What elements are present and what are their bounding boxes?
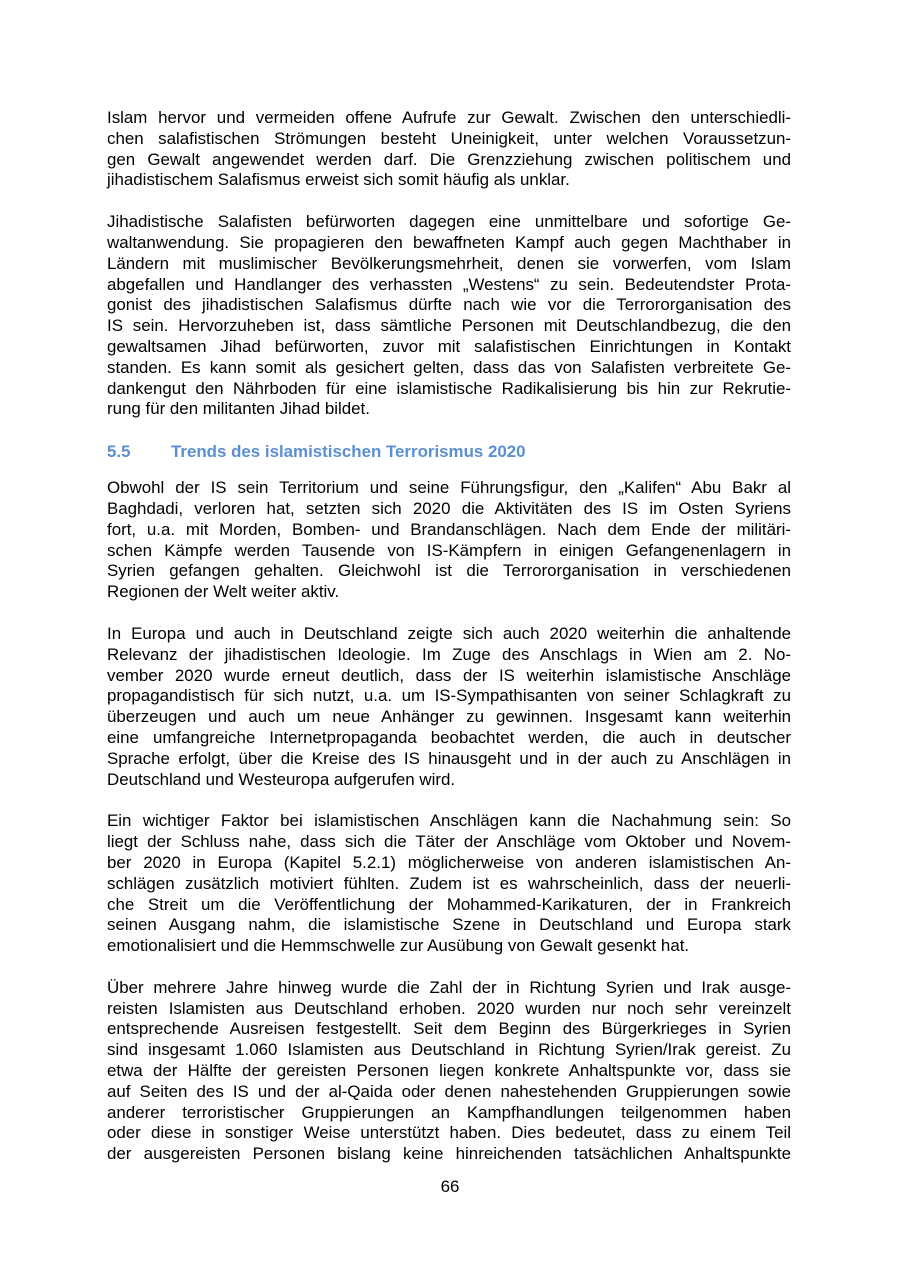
section-heading — [107, 442, 791, 478]
document-page — [107, 108, 791, 1165]
text-line: entsprechende Ausreisen festgestellt. Seit dem Beginn des Bürgerkrieges in Syrien — [107, 1019, 791, 1039]
text-line: reisten Islamisten aus Deutschland erhoben. 2020 wurden nur noch sehr vereinzelt — [107, 998, 791, 1018]
text-line: der ausgereisten Personen bislang keine hinreichenden tatsächlichen Anhaltspunkte — [107, 1144, 791, 1164]
paragraph-imitation-factor — [107, 811, 791, 957]
text-line: fort, u.a. mit Morden, Bomben- und Brandanschlägen. Nach dem Ende der militäri- — [107, 519, 791, 539]
text-line: propagandistisch für sich nutzt, u.a. um IS-Sympathisanten von seiner Schlagkraft zu — [107, 686, 791, 706]
text-line: Deutschland und Westeuropa aufgerufen wird. — [107, 769, 456, 789]
text-line: ber 2020 in Europa (Kapitel 5.2.1) möglicherweise von anderen islamistischen An- — [107, 852, 791, 872]
text-line: chen salafistischen Strömungen besteht Uneinigkeit, unter welchen Voraussetzun- — [107, 128, 791, 148]
text-line: Syrien gefangen gehalten. Gleichwohl ist die Terrororganisation in verschiedenen — [107, 561, 791, 581]
text-line: vember 2020 wurde erneut deutlich, dass der IS weiterhin islamistische Anschläge — [107, 665, 791, 685]
text-line: oder diese in sonstiger Weise unterstützt haben. Dies bedeutet, dass zu einem Teil — [107, 1123, 791, 1143]
text-line: überzeugen und auch um neue Anhänger zu gewinnen. Insgesamt kann weiterhin — [107, 707, 791, 727]
text-line: IS sein. Hervorzuheben ist, dass sämtliche Personen mit Deutschlandbezug, die den — [107, 316, 791, 336]
text-line: rung für den militanten Jihad bildet. — [107, 399, 370, 419]
text-line: anderer terroristischer Gruppierungen an Kampfhandlungen teilgenommen haben — [107, 1102, 791, 1122]
paragraph-salafism-intro — [107, 108, 791, 191]
text-line: schen Kämpfe werden Tausende von IS-Kämpfern in einigen Gefangenenlagern in — [107, 540, 791, 560]
text-line: waltanwendung. Sie propagieren den bewaffneten Kampf auch gegen Machthaber in — [107, 232, 791, 252]
paragraph-europe-germany — [107, 624, 791, 790]
text-line: Ländern mit muslimischer Bevölkerungsmehrheit, denen sie vorwerfen, vom Islam — [107, 253, 791, 273]
text-line: etwa der Hälfte der gereisten Personen liegen konkrete Anhaltspunkte vor, dass sie — [107, 1061, 791, 1081]
text-line: abgefallen und Handlanger des verhassten „Westens“ zu sein. Bedeutendster Prota- — [107, 274, 791, 294]
text-line: gewaltsamen Jihad befürworten, zuvor mit salafistischen Einrichtungen in Kontakt — [107, 336, 791, 356]
text-line: jihadistischem Salafismus erweist sich somit häufig als unklar. — [107, 170, 570, 190]
text-line: gonist des jihadistischen Salafismus dürfte nach wie vor die Terrororganisation des — [107, 295, 791, 315]
paragraph-is-territory — [107, 478, 791, 603]
text-line: Sprache erfolgt, über die Kreise des IS hinausgeht und in der auch zu Anschlägen in — [107, 748, 791, 768]
text-line: eine umfangreiche Internetpropaganda beobachtet werden, die auch in deutscher — [107, 727, 791, 747]
text-line: Regionen der Welt weiter aktiv. — [107, 582, 340, 602]
paragraph-jihadist-salafists — [107, 212, 791, 420]
text-line: Relevanz der jihadistischen Ideologie. Im Zuge des Anschlags in Wien am 2. No- — [107, 644, 791, 664]
text-line: Baghdadi, verloren hat, setzten sich 2020 die Aktivitäten des IS im Osten Syriens — [107, 498, 791, 518]
text-line: Jihadistische Salafisten befürworten dagegen eine unmittelbare und sofortige Ge- — [107, 212, 791, 232]
paragraph-departures — [107, 978, 791, 1165]
text-line: Obwohl der IS sein Territorium und seine Führungsfigur, den „Kalifen“ Abu Bakr al — [107, 478, 791, 498]
text-line: Islam hervor und vermeiden offene Aufrufe zur Gewalt. Zwischen den unterschiedli- — [107, 108, 791, 127]
page-number: 66 — [440, 1177, 460, 1196]
section-title: Trends des islamistischen Terrorismus 2020 — [171, 442, 526, 462]
text-line: dankengut den Nährboden für eine islamistische Radikalisierung bis hin zur Rekrutie- — [107, 378, 791, 398]
text-line: sind insgesamt 1.060 Islamisten aus Deutschland in Richtung Syrien/Irak gereist. Zu — [107, 1040, 791, 1060]
text-line: In Europa und auch in Deutschland zeigte sich auch 2020 weiterhin die anhaltende — [107, 623, 791, 643]
section-number: 5.5 — [107, 442, 131, 462]
text-line: che Streit um die Veröffentlichung der Mohammed-Karikaturen, der in Frankreich — [107, 894, 791, 914]
text-line: liegt der Schluss nahe, dass sich die Täter der Anschläge vom Oktober und Novem- — [107, 832, 791, 852]
text-line: Über mehrere Jahre hinweg wurde die Zahl der in Richtung Syrien und Irak ausge- — [107, 977, 791, 997]
text-line: emotionalisiert und die Hemmschwelle zur Ausübung von Gewalt gesenkt hat. — [107, 936, 690, 956]
text-line: schlägen zusätzlich motiviert fühlten. Zudem ist es wahrscheinlich, dass der neuerli- — [107, 873, 791, 893]
text-line: seinen Ausgang nahm, die islamistische Szene in Deutschland und Europa stark — [107, 915, 791, 935]
text-line: standen. Es kann somit als gesichert gelten, dass das von Salafisten verbreitete Ge- — [107, 357, 791, 377]
text-line: Ein wichtiger Faktor bei islamistischen Anschlägen kann die Nachahmung sein: So — [107, 811, 791, 831]
text-line: auf Seiten des IS und der al-Qaida oder denen nahestehenden Gruppierungen sowie — [107, 1081, 791, 1101]
text-line: gen Gewalt angewendet werden darf. Die Grenzziehung zwischen politischem und — [107, 149, 791, 169]
